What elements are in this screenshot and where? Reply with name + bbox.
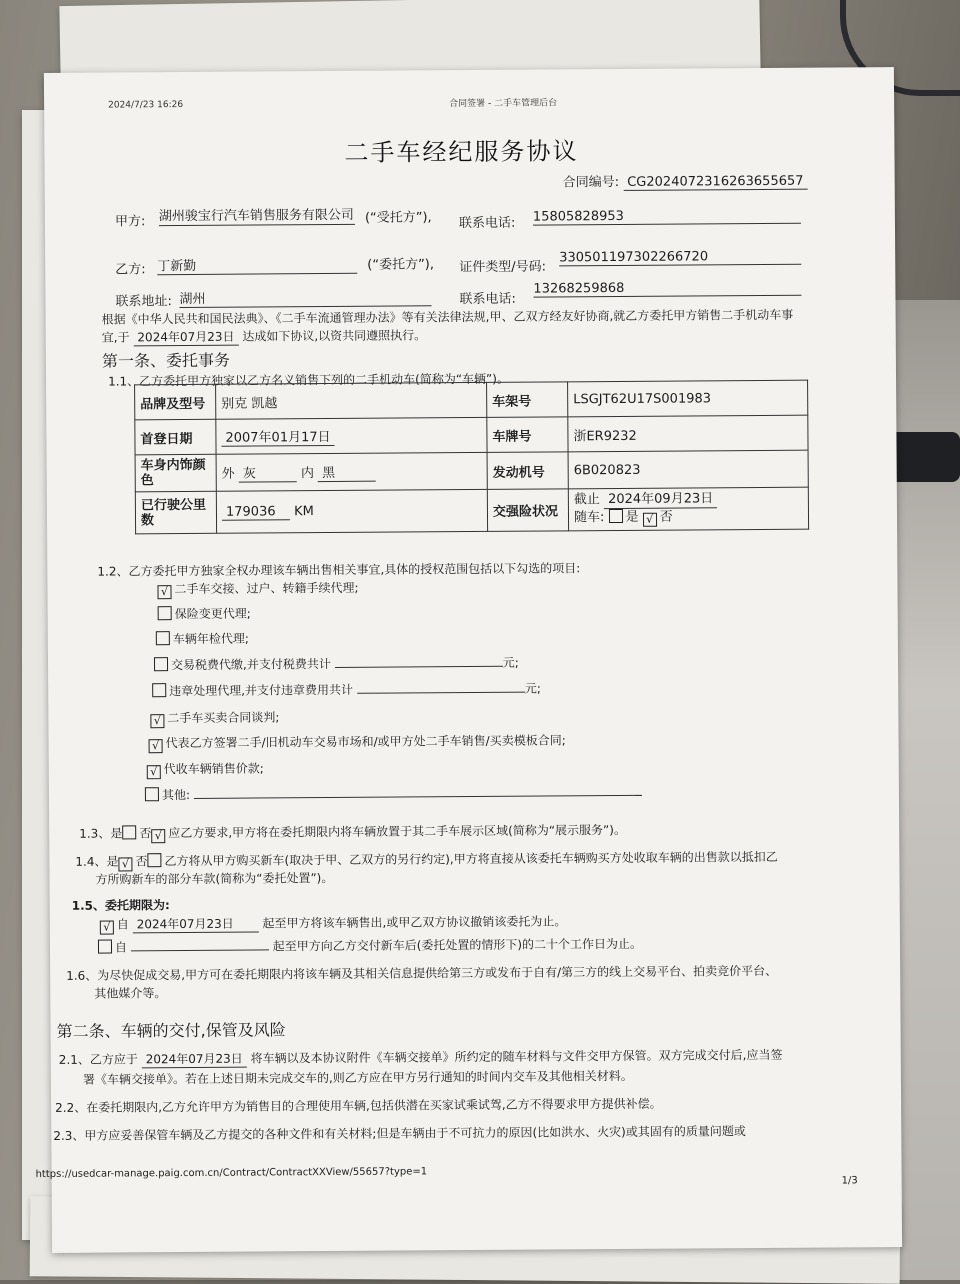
option-checkbox[interactable] — [145, 787, 159, 801]
contract-number-value: CG20240723162636556​57 — [623, 174, 807, 191]
party-b-role: (“委托方”), — [367, 257, 435, 273]
option-checkbox[interactable] — [154, 657, 168, 671]
table-row — [135, 450, 808, 492]
clause-2-3: 2.3、甲方应妥善保管车辆及乙方提交的各种文件和有关材料;但是车辆由于不可抗力的原因(比如洪水、火灾)或其固有的质量问题或 — [53, 1124, 746, 1143]
plate-label: 车牌号 — [487, 417, 568, 453]
option-checkbox[interactable]: √ — [147, 765, 161, 779]
article1-heading: 第一条、委托事务 — [101, 350, 230, 371]
new-car-no-checkbox[interactable] — [147, 853, 161, 867]
km-label: 已行驶公里数 — [135, 491, 216, 534]
term-start-date: 2024年07月23日 — [133, 915, 259, 934]
with-car-yes-checkbox[interactable] — [608, 509, 622, 523]
party-a-phone-label: 联系电话: — [458, 215, 516, 232]
party-b-id-label: 证件类型/号码: — [459, 259, 547, 276]
party-b-label: 乙方: — [115, 262, 146, 278]
option-checkbox[interactable] — [156, 631, 170, 645]
article2-heading: 第二条、车辆的交付,保管及风险 — [56, 1020, 286, 1041]
km-cell: 179036 KM — [216, 489, 487, 533]
option-tax: 交易税费代缴,并支付税费共计 元; — [154, 654, 519, 674]
clause-1-6-line2: 其他媒介等。 — [94, 986, 167, 1001]
table-row — [135, 487, 808, 534]
show-service-no-checkbox[interactable]: √ — [151, 829, 165, 843]
inner-color: 黑 — [318, 462, 376, 482]
option-checkbox[interactable]: √ — [149, 739, 163, 753]
party-a-role: (“受托方”), — [364, 210, 432, 226]
contract-number — [563, 170, 808, 192]
color-label: 车身内饰颜色 — [135, 454, 216, 492]
clause-1-1: 1.1、乙方委托甲方独家以乙方名义销售下列的二手机动车(简称为“车辆”)。 — [107, 371, 509, 389]
preamble-line2: 宜,于 2024年07月23日 达成如下协议,以资共同遵照执行。 — [101, 328, 427, 345]
new-car-yes-checkbox[interactable]: √ — [118, 857, 132, 871]
color-cell: 外 灰 内 黑 — [216, 452, 487, 491]
vehicle-info-table — [134, 380, 809, 535]
show-service-yes-checkbox[interactable] — [122, 825, 136, 839]
contract-number-label: 合同编号: — [562, 174, 620, 191]
clause-2-1-line2: 署《车辆交接单》。若在上述日期未完成交车的,则乙方应在甲方另行通知的时间内交车及其他相关材料。 — [82, 1068, 633, 1087]
clause-1-4-line2: 方所购新车的部分车款(简称为“委托处置”)。 — [95, 870, 334, 887]
plate-value: 浙ER9232 — [568, 415, 808, 452]
term-option2-checkbox[interactable] — [98, 940, 112, 954]
party-b-phone-label: 联系电话: — [459, 291, 516, 308]
clause-1-5-option2: 自 起至甲方向乙方交付新车后(委托处置的情形下)的二十个工作日为止。 — [98, 935, 642, 956]
party-a-label: 甲方: — [114, 214, 146, 230]
address-label: 联系地址: — [115, 294, 172, 310]
insurance-date: 2024年09月23日 — [604, 491, 717, 509]
delivery-date: 2024年07月23日 — [142, 1050, 247, 1069]
option-checkbox[interactable]: √ — [157, 585, 171, 599]
insurance-label: 交强险状况 — [487, 489, 568, 532]
option-other: 其他: — [145, 783, 642, 803]
reg-date-label: 首登日期 — [135, 419, 216, 455]
address-value: 湖州 — [179, 286, 431, 308]
option-violation: 违章处理代理,并支付违章费用共计 元; — [152, 680, 541, 700]
vin-label: 车架号 — [487, 382, 568, 418]
option-negotiation: √ 二手车买卖合同谈判; — [150, 708, 279, 728]
term-option1-checkbox[interactable]: √ — [100, 921, 114, 935]
table-row — [135, 380, 808, 420]
party-b-name: 丁新勤 — [157, 254, 357, 275]
reg-date-value: 2007年01月17日 — [221, 426, 334, 447]
clause-1-3: 1.3、是 否 √ 应乙方要求,甲方将在委托期限内将车辆放置于其二手车展示区域(简称为“展示服务”)。 — [79, 822, 626, 843]
clause-2-1-line1: 2.1、乙方应于 2024年07月23日 将车辆以及本协议附件《车辆交接单》所约定的随车材料与文件交甲方保管。双方完成交付后,应当签 — [58, 1047, 783, 1067]
option-transfer: √ 二手车交接、过户、转籍手续代理; — [157, 579, 358, 599]
print-datetime: 2024/7/23 16:26 — [108, 100, 184, 111]
print-site-title: 合同签署 - 二手车管理后台 — [449, 98, 558, 110]
clause-1-5-option1: √ 自 2024年07月23日 起至甲方将该车辆售出,或甲乙双方协议撤销该委托为止。 — [100, 912, 567, 934]
option-insurance: 保险变更代理; — [158, 605, 251, 623]
agreement-date: 2024年07月23日 — [133, 328, 238, 347]
vin-value: LSGJT62U17S001983 — [568, 380, 808, 417]
contract-page — [35, 67, 902, 1253]
option-sign-contract: √ 代表乙方签署二手/旧机动车交易市场和/或甲方处二手车销售/买卖模板合同; — [149, 731, 566, 753]
page-url: https://usedcar-manage.paig.com.cn/Contract/ContractXXView/55657?type=1 — [35, 1166, 428, 1181]
clause-1-2: 1.2、乙方委托甲方独家全权办理该车辆出售相关事宜,具体的授权范围包括以下勾选的项目: — [97, 561, 581, 579]
brand-value: 别克 凯越 — [216, 382, 487, 419]
clause-1-4-line1: 1.4、是 √ 否 乙方将从甲方购买新车(取决于甲、乙双方的另行约定),甲方将直接从该委托车辆购买方处收取车辆的出售款以抵扣乙 — [75, 849, 778, 871]
option-inspection: 车辆年检代理; — [156, 630, 249, 648]
table-row — [135, 415, 808, 455]
page-number: 1/3 — [841, 1175, 858, 1187]
km-value: 179036 — [222, 504, 290, 520]
outer-color: 灰 — [239, 462, 297, 482]
party-a-name: 湖州骏宝行汽车销售服务有限公司 — [158, 207, 354, 225]
engine-label: 发动机号 — [487, 452, 568, 490]
with-car-no-checkbox[interactable]: √ — [643, 513, 657, 527]
clause-2-2: 2.2、在委托期限内,乙方允许甲方为销售目的合理使用车辆,包括供潜在买家试乘试驾,乙方不得要求甲方提供补偿。 — [55, 1096, 662, 1115]
party-a-phone: 15805828953 — [533, 208, 801, 226]
option-collect-payment: √ 代收车辆销售价款; — [147, 759, 264, 779]
document-title: 二手车经纪服务协议 — [344, 137, 579, 167]
preamble-line1: 根据《中华人民共和国民法典》、《二手车流通管理办法》等有关法律法规,甲、乙双方经友好协商,就乙方委托甲方销售二手机动车事 — [101, 307, 794, 327]
reg-date-cell — [216, 417, 487, 454]
clause-1-6-line1: 1.6、为尽快促成交易,甲方可在委托期限内将该车辆及其相关信息提供给第三方或发布于自有/第三方的线上交易平台、拍卖竞价平台、 — [66, 963, 778, 983]
option-checkbox[interactable] — [158, 606, 172, 620]
option-checkbox[interactable] — [152, 683, 166, 697]
brand-label: 品牌及型号 — [135, 384, 216, 420]
engine-value: 6B020823 — [568, 450, 808, 489]
party-b-phone: 13268259868 — [533, 280, 801, 298]
option-checkbox[interactable]: √ — [150, 714, 164, 728]
party-b-id: 330501197302266720 — [559, 249, 801, 267]
clause-1-5-heading: 1.5、委托期限为: — [71, 898, 170, 913]
insurance-cell: 截止 2024年09月23日 随车: 是 √ 否 — [568, 487, 808, 531]
